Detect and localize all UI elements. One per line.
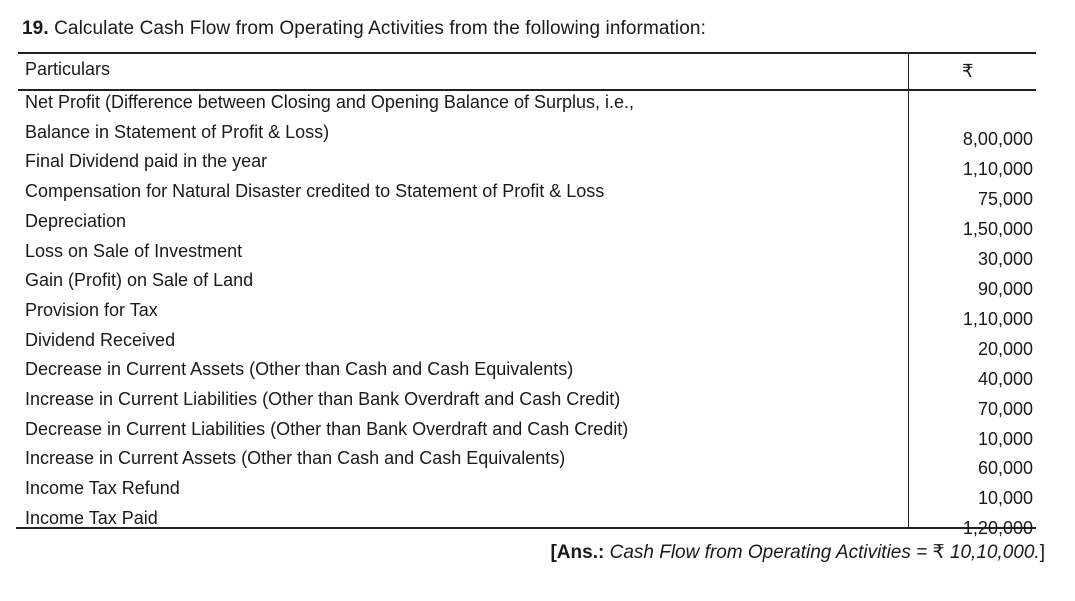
particular-row: Decrease in Current Assets (Other than Cash and Cash Equivalents) <box>25 359 574 380</box>
amount-cell: 60,000 <box>977 458 1033 479</box>
amounts-list <box>893 125 1033 544</box>
header-rupee-symbol: ₹ <box>962 61 974 82</box>
particular-row: Increase in Current Liabilities (Other than Bank Overdraft and Cash Credit) <box>25 389 621 410</box>
amount-cell: 75,000 <box>977 188 1033 209</box>
particulars-list <box>25 88 885 534</box>
amount-cell: 90,000 <box>977 278 1033 299</box>
answer-text: Cash Flow from Operating Activities = <box>609 542 933 563</box>
amount-cell: 8,00,000 <box>962 129 1033 149</box>
amount-cell: 1,10,000 <box>962 158 1033 179</box>
answer-note <box>550 541 1045 564</box>
question-number: 19. <box>22 18 49 39</box>
amount-cell: 1,20,000 <box>962 518 1033 539</box>
amount-cell: 40,000 <box>977 368 1033 389</box>
answer-close-bracket: ] <box>1039 542 1045 563</box>
header-particulars: Particulars <box>25 59 111 79</box>
particular-row: Income Tax Refund <box>25 478 180 499</box>
amount-cell: 20,000 <box>977 338 1033 359</box>
answer-value: 10,10,000. <box>949 542 1040 563</box>
answer-rupee-symbol: ₹ <box>932 541 945 563</box>
particular-row: Net Profit (Difference between Closing and Opening Balance of Surplus, i.e., <box>25 92 635 112</box>
particular-row: Income Tax Paid <box>25 507 158 528</box>
particular-row: Compensation for Natural Disaster credited to Statement of Profit & Loss <box>25 181 605 202</box>
particular-row: Depreciation <box>25 210 127 231</box>
amount-cell: 70,000 <box>977 398 1033 419</box>
answer-label: [Ans.: <box>550 542 605 563</box>
particular-row: Dividend Received <box>25 329 176 350</box>
amount-cell: 10,000 <box>977 488 1033 509</box>
amount-cell: 10,000 <box>977 428 1033 449</box>
particular-row: Provision for Tax <box>25 299 158 320</box>
amount-cell: 30,000 <box>977 248 1033 269</box>
particular-row: Decrease in Current Liabilities (Other than Bank Overdraft and Cash Credit) <box>25 418 629 439</box>
particular-row: Increase in Current Assets (Other than Cash and Cash Equivalents) <box>25 448 566 469</box>
particular-row: Loss on Sale of Investment <box>25 240 243 261</box>
particular-row: Gain (Profit) on Sale of Land <box>25 270 254 291</box>
particular-row: Final Dividend paid in the year <box>25 151 268 172</box>
amount-cell: 1,50,000 <box>962 218 1033 239</box>
amount-cell: 1,10,000 <box>962 308 1033 329</box>
question-title <box>22 18 706 40</box>
question-text: Calculate Cash Flow from Operating Activities from the following information: <box>54 18 706 39</box>
particular-row: Balance in Statement of Profit & Loss) <box>25 121 330 142</box>
